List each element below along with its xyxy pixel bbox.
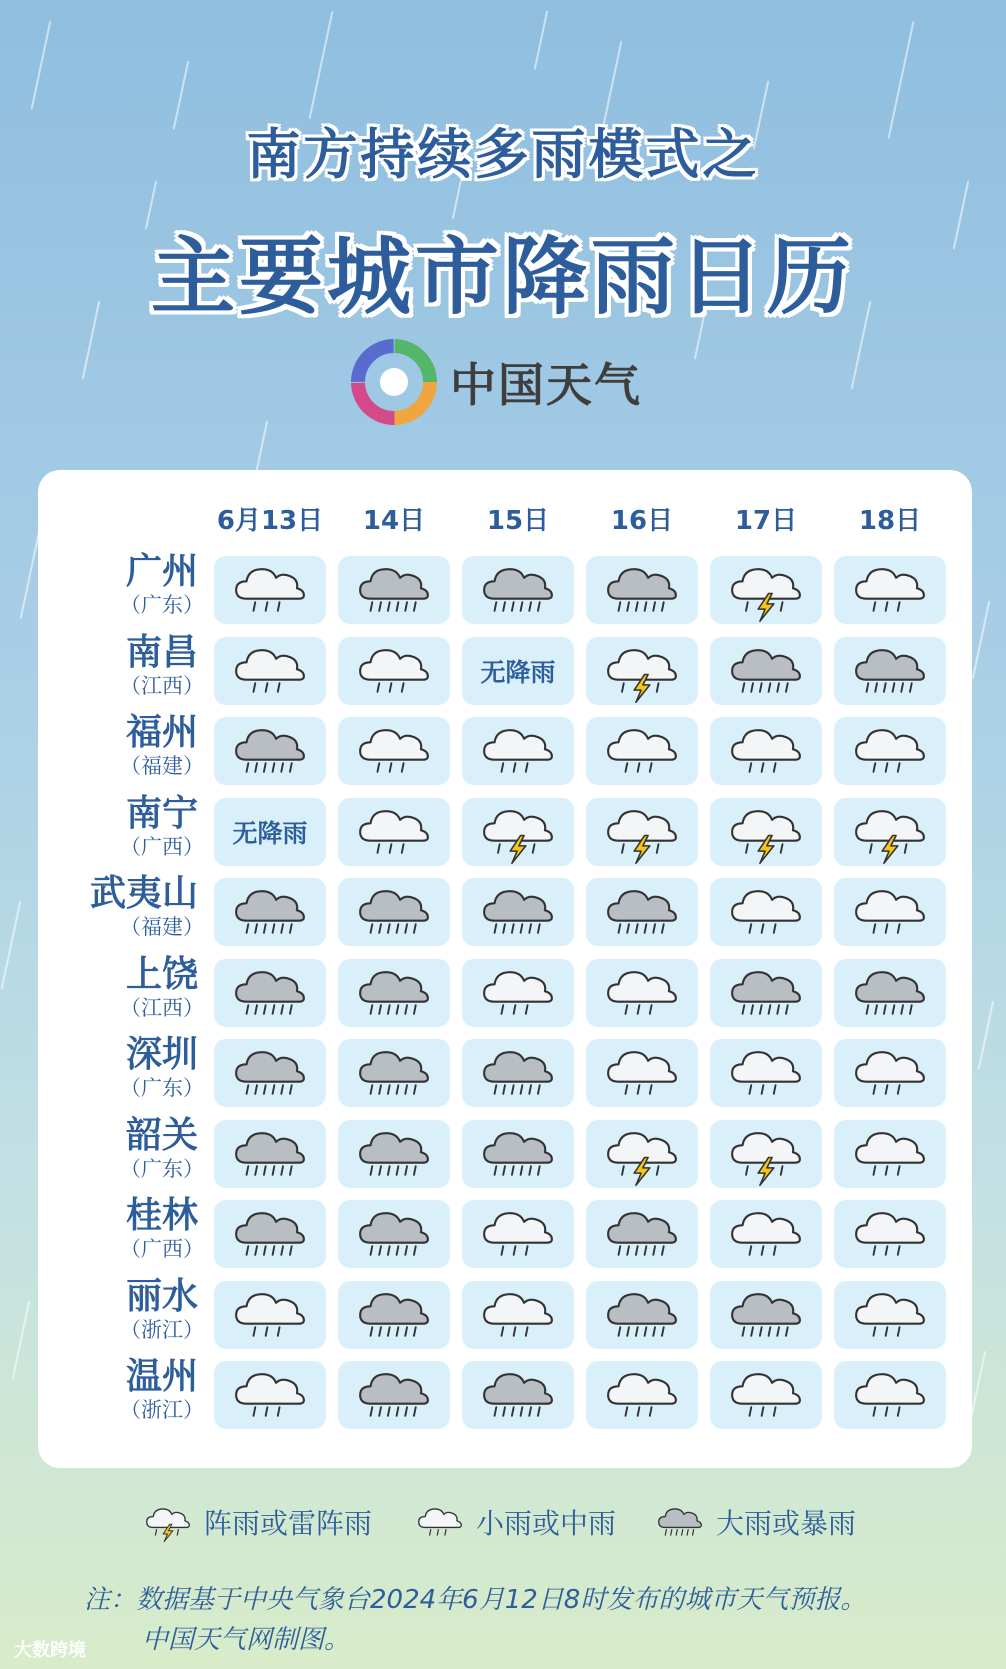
heavy-rain-icon <box>346 1121 442 1187</box>
weather-cell <box>834 798 946 866</box>
heavy-rain-icon <box>346 960 442 1026</box>
no-rain-label: 无降雨 <box>232 818 308 848</box>
legend-thunder-label: 阵雨或雷阵雨 <box>204 1507 373 1540</box>
heavy-rain-icon <box>718 638 814 704</box>
city-name: 广州 <box>125 551 198 592</box>
rain-streak <box>1 901 22 989</box>
heavy-rain-icon <box>346 1282 442 1348</box>
heavy-rain-icon <box>222 1121 318 1187</box>
heavy-rain-icon <box>470 557 566 623</box>
thunder-shower-icon <box>594 638 690 704</box>
weather-cell <box>710 1361 822 1429</box>
weather-cell <box>834 637 946 705</box>
city-label <box>38 1275 204 1343</box>
weather-cell <box>338 637 450 705</box>
thunder-shower-icon <box>138 1500 198 1544</box>
brand-logo <box>350 338 642 426</box>
weather-cell <box>834 1039 946 1107</box>
light-rain-icon <box>842 879 938 945</box>
city-name: 韶关 <box>125 1114 198 1156</box>
weather-cell <box>710 556 822 624</box>
city-province: （广东） <box>120 593 204 617</box>
rain-streak <box>972 601 991 680</box>
weather-cell <box>586 1200 698 1268</box>
weather-cell <box>834 556 946 624</box>
heavy-rain-icon <box>346 557 442 623</box>
legend-heavy-label: 大雨或暴雨 <box>716 1507 857 1540</box>
weather-cell <box>710 1200 822 1268</box>
weather-cell <box>214 959 326 1027</box>
legend-thunder <box>138 1500 372 1544</box>
weather-cell <box>586 878 698 946</box>
city-label <box>38 873 204 940</box>
weather-cell <box>710 1039 822 1107</box>
city-label <box>38 631 204 699</box>
weather-cell <box>214 878 326 946</box>
weather-cell <box>462 556 574 624</box>
thunder-shower-icon <box>470 799 566 865</box>
weather-cell <box>586 1361 698 1429</box>
thunder-shower-icon <box>594 799 690 865</box>
city-label <box>38 953 204 1021</box>
thunder-shower-icon <box>594 1121 690 1187</box>
heavy-rain-icon <box>346 1040 442 1106</box>
heavy-rain-icon <box>718 960 814 1026</box>
weather-cell <box>214 1281 326 1349</box>
city-label <box>38 1034 204 1101</box>
city-province: （福建） <box>120 754 204 778</box>
title-line-1: 南方持续多雨模式之 <box>246 123 760 186</box>
light-rain-icon <box>346 718 442 784</box>
city-name: 桂林 <box>125 1195 198 1236</box>
light-rain-icon <box>470 960 566 1026</box>
light-rain-icon <box>842 1121 938 1187</box>
light-rain-icon <box>842 1282 938 1348</box>
weather-cell <box>338 1281 450 1349</box>
weather-cell <box>338 1200 450 1268</box>
rain-streak <box>12 1301 31 1380</box>
heavy-rain-icon <box>346 879 442 945</box>
footnote-line-2: 中国天气网制图。 <box>142 1625 351 1655</box>
footnote-line-1: 注：数据基于中央气象台2024年6月12日8时发布的城市天气预报。 <box>84 1585 867 1615</box>
city-province: （江西） <box>120 995 204 1020</box>
heavy-rain-icon <box>222 718 318 784</box>
light-rain-icon <box>842 557 938 623</box>
legend-light-label: 小雨或中雨 <box>476 1507 617 1540</box>
city-province: （福建） <box>120 915 204 939</box>
date-header: 14日 <box>362 506 426 536</box>
light-rain-icon <box>222 638 318 704</box>
weather-cell <box>710 637 822 705</box>
date-header: 6月13日 <box>216 506 324 536</box>
heavy-rain-icon <box>594 879 690 945</box>
light-rain-icon <box>842 718 938 784</box>
thunder-shower-icon <box>842 799 938 865</box>
weather-cell <box>338 878 450 946</box>
weather-cell <box>586 1281 698 1349</box>
light-rain-icon <box>410 1500 470 1544</box>
weather-cell <box>586 1120 698 1188</box>
city-province: （浙江） <box>120 1317 204 1342</box>
rain-streak <box>978 1001 995 1070</box>
light-rain-icon <box>594 1040 690 1106</box>
city-label <box>38 1356 204 1423</box>
city-name: 南宁 <box>125 792 198 834</box>
heavy-rain-icon <box>222 1040 318 1106</box>
heavy-rain-icon <box>650 1500 710 1544</box>
legend <box>0 1500 1006 1560</box>
weather-cell <box>710 1120 822 1188</box>
heavy-rain-icon <box>470 879 566 945</box>
city-label <box>38 1195 204 1262</box>
weather-cell <box>462 1281 574 1349</box>
weather-cell <box>462 878 574 946</box>
weather-cell <box>586 717 698 785</box>
heavy-rain-icon <box>470 1121 566 1187</box>
light-rain-icon <box>718 1201 814 1267</box>
heavy-rain-icon <box>718 1282 814 1348</box>
weather-cell <box>214 1039 326 1107</box>
legend-heavy <box>650 1500 856 1544</box>
weather-cell <box>710 959 822 1027</box>
weather-cell <box>834 1361 946 1429</box>
rain-calendar-panel <box>38 470 972 1468</box>
light-rain-icon <box>222 557 318 623</box>
rain-streak <box>31 21 52 109</box>
heavy-rain-icon <box>346 1201 442 1267</box>
light-rain-icon <box>718 1040 814 1106</box>
light-rain-icon <box>594 1362 690 1428</box>
date-header: 15日 <box>486 506 550 536</box>
weather-cell <box>462 798 574 866</box>
no-rain-label: 无降雨 <box>480 657 556 687</box>
weather-cell <box>586 959 698 1027</box>
weather-cell <box>214 637 326 705</box>
weather-cell <box>710 798 822 866</box>
thunder-shower-icon <box>718 557 814 623</box>
rain-streak <box>534 10 548 69</box>
date-header: 16日 <box>610 506 674 536</box>
heavy-rain-icon <box>222 960 318 1026</box>
footnote <box>84 1580 866 1660</box>
brand-name: 中国天气 <box>450 358 642 412</box>
city-province: （广西） <box>120 834 204 859</box>
light-rain-icon <box>470 1282 566 1348</box>
weather-cell <box>586 556 698 624</box>
weather-cell <box>462 717 574 785</box>
rain-streak <box>309 11 334 119</box>
weather-cell <box>462 1039 574 1107</box>
city-province: （江西） <box>120 673 204 698</box>
watermark-text: 大数跨境 <box>14 1640 86 1661</box>
weather-cell <box>462 637 574 705</box>
weather-cell <box>710 878 822 946</box>
weather-cell <box>214 1200 326 1268</box>
light-rain-icon <box>470 1201 566 1267</box>
city-name: 武夷山 <box>89 873 198 914</box>
light-rain-icon <box>470 718 566 784</box>
heavy-rain-icon <box>346 1362 442 1428</box>
weather-cell <box>462 1361 574 1429</box>
weather-cell <box>338 556 450 624</box>
date-header: 17日 <box>734 506 798 536</box>
weather-cell <box>834 1120 946 1188</box>
title-line-2: 主要城市降雨日历 <box>150 228 855 326</box>
heavy-rain-icon <box>842 960 938 1026</box>
weather-cell <box>710 717 822 785</box>
heavy-rain-icon <box>222 879 318 945</box>
heavy-rain-icon <box>470 1040 566 1106</box>
city-label <box>38 712 204 779</box>
weather-cell <box>834 717 946 785</box>
weather-cell <box>834 1200 946 1268</box>
city-name: 上饶 <box>125 953 198 995</box>
city-label <box>38 551 204 618</box>
weather-cell <box>586 637 698 705</box>
light-rain-icon <box>594 718 690 784</box>
light-rain-icon <box>842 1201 938 1267</box>
weather-cell <box>214 556 326 624</box>
city-name: 温州 <box>125 1356 198 1397</box>
city-province: （广西） <box>120 1237 204 1261</box>
heavy-rain-icon <box>470 1362 566 1428</box>
heavy-rain-icon <box>594 1201 690 1267</box>
weather-cell <box>462 1200 574 1268</box>
weather-cell <box>338 959 450 1027</box>
city-name: 南昌 <box>125 631 198 673</box>
weather-cell <box>462 1120 574 1188</box>
heavy-rain-icon <box>594 557 690 623</box>
city-name: 深圳 <box>125 1034 198 1075</box>
light-rain-icon <box>222 1362 318 1428</box>
light-rain-icon <box>842 1040 938 1106</box>
light-rain-icon <box>222 1282 318 1348</box>
city-name: 福州 <box>125 712 198 753</box>
thunder-shower-icon <box>718 1121 814 1187</box>
weather-cell <box>338 1039 450 1107</box>
weather-cell <box>338 798 450 866</box>
thunder-shower-icon <box>718 799 814 865</box>
weather-cell <box>338 1361 450 1429</box>
light-rain-icon <box>346 799 442 865</box>
city-name: 丽水 <box>125 1275 198 1317</box>
weather-cell <box>834 959 946 1027</box>
weather-cell <box>586 798 698 866</box>
heavy-rain-icon <box>842 638 938 704</box>
weather-cell <box>586 1039 698 1107</box>
light-rain-icon <box>346 638 442 704</box>
weather-cell <box>710 1281 822 1349</box>
light-rain-icon <box>718 718 814 784</box>
swirl-logo-icon <box>350 338 438 426</box>
weather-cell <box>214 1120 326 1188</box>
city-province: （广东） <box>120 1076 204 1100</box>
city-label <box>38 1114 204 1182</box>
light-rain-icon <box>594 960 690 1026</box>
date-header: 18日 <box>858 506 922 536</box>
weather-cell <box>338 717 450 785</box>
heavy-rain-icon <box>222 1201 318 1267</box>
light-rain-icon <box>718 879 814 945</box>
weather-cell <box>214 1361 326 1429</box>
city-label <box>38 792 204 860</box>
weather-cell <box>834 1281 946 1349</box>
light-rain-icon <box>842 1362 938 1428</box>
legend-light <box>410 1500 616 1544</box>
weather-cell <box>338 1120 450 1188</box>
heavy-rain-icon <box>594 1282 690 1348</box>
light-rain-icon <box>718 1362 814 1428</box>
city-province: （浙江） <box>120 1398 204 1422</box>
weather-cell <box>834 878 946 946</box>
weather-cell <box>214 717 326 785</box>
weather-cell <box>462 959 574 1027</box>
city-province: （广东） <box>120 1156 204 1181</box>
weather-cell <box>214 798 326 866</box>
